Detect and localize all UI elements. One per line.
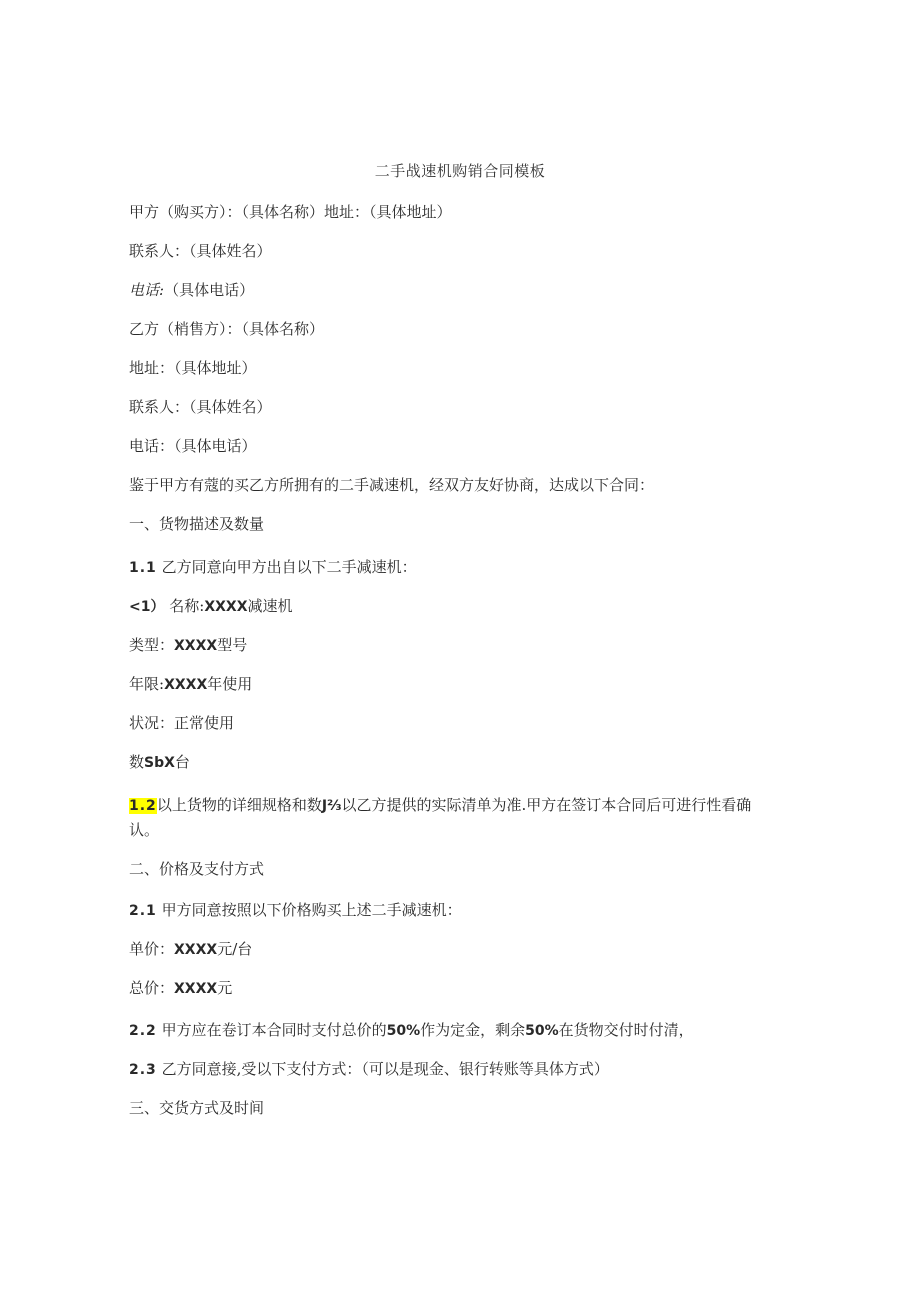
party-a-phone-label: 电话: [129, 281, 165, 299]
item-qty-suffix: 台 [174, 753, 190, 771]
item-name [129, 596, 293, 617]
item-name-label: 名称: [169, 597, 205, 615]
unit-price-label: 单价： [129, 940, 175, 958]
document-title: 二手战速机购销合同模板 [374, 162, 546, 180]
section-2-heading: 二、价格及支付方式 [129, 860, 265, 878]
item-years-label: 年限: [129, 675, 165, 693]
unit-price-suffix: 元/台 [217, 940, 253, 958]
item-type-label: 类型： [129, 636, 175, 654]
clause-2-1 [129, 900, 462, 921]
clause-2-2-number: 2.2 [129, 1023, 157, 1039]
clause-2-3-text: 乙方同意接,受以下支付方式：（可以是现金、银行转账等具体方式） [161, 1060, 609, 1078]
party-b-address: 地址：（具体地址） [129, 359, 257, 377]
clause-2-3-number: 2.3 [129, 1062, 157, 1078]
clause-2-1-text: 甲方同意按照以下价格购买上述二手减速机： [161, 901, 462, 919]
section-1-heading: 一、货物描述及数量 [129, 515, 265, 533]
clause-1-2 [129, 793, 779, 842]
clause-2-2-text-a: 甲方应在卷订本合同时支付总价的 [161, 1021, 387, 1039]
party-a-phone-value: （具体电话） [164, 281, 255, 299]
clause-1-1 [129, 557, 417, 578]
clause-2-3 [129, 1059, 609, 1080]
party-a-phone [129, 280, 254, 300]
unit-price-code: XXXX [174, 942, 218, 958]
item-name-code: XXXX [204, 599, 248, 615]
total-price-code: XXXX [174, 981, 218, 997]
clause-2-2-percent-2: 50% [525, 1023, 559, 1039]
item-name-suffix: 减速机 [247, 597, 293, 615]
clause-1-2-number: 1.2 [129, 798, 157, 814]
item-years-code: XXXX [164, 677, 208, 693]
total-price [129, 978, 232, 999]
item-qty-label: 数 [129, 753, 145, 771]
clause-2-2-text-b: 作为定金，剩余 [420, 1021, 526, 1039]
party-a-line: 甲方（购买方）：（具体名称）地址：（具体地址） [129, 203, 452, 221]
total-price-label: 总价： [129, 979, 175, 997]
clause-2-2-percent-1: 50% [386, 1023, 421, 1039]
party-b-contact: 联系人：（具体姓名） [129, 398, 272, 416]
section-3-heading: 三、交货方式及时间 [129, 1099, 265, 1117]
clause-1-1-number: 1.1 [129, 560, 157, 576]
item-quantity [129, 752, 190, 773]
clause-1-2-text-a: 以上货物的详细规格和数 [156, 796, 322, 814]
item-qty-code: SbX [144, 755, 175, 771]
clause-2-2 [129, 1020, 694, 1041]
item-years-suffix: 年使用 [207, 675, 253, 693]
preamble: 鉴于甲方有蔻的买乙方所拥有的二手减速机，经双方友好协商，达成以下合同： [129, 476, 655, 494]
item-years [129, 674, 252, 695]
item-status: 状况：正常使用 [129, 714, 235, 732]
unit-price [129, 939, 252, 960]
clause-1-1-text: 乙方同意向甲方出自以下二手减速机： [161, 558, 417, 576]
clause-2-2-text-c: 在货物交付时付清， [558, 1021, 694, 1039]
party-b-phone: 电话：（具体电话） [129, 437, 257, 455]
clause-1-2-text-b: 以乙方提供的实际清单为准.甲方在签订本合同后可进行性看确认。 [129, 796, 752, 839]
party-b-line: 乙方（梢售方）：（具体名称） [129, 320, 325, 338]
item-type-code: XXXX [174, 638, 218, 654]
item-type-suffix: 型号 [217, 636, 248, 654]
total-price-suffix: 元 [217, 979, 233, 997]
party-a-contact: 联系人：（具体姓名） [129, 242, 272, 260]
item-name-prefix: <1） [129, 599, 165, 615]
item-type [129, 635, 247, 656]
clause-2-1-number: 2.1 [129, 903, 157, 919]
clause-1-2-garble: J⅔ [321, 798, 342, 814]
